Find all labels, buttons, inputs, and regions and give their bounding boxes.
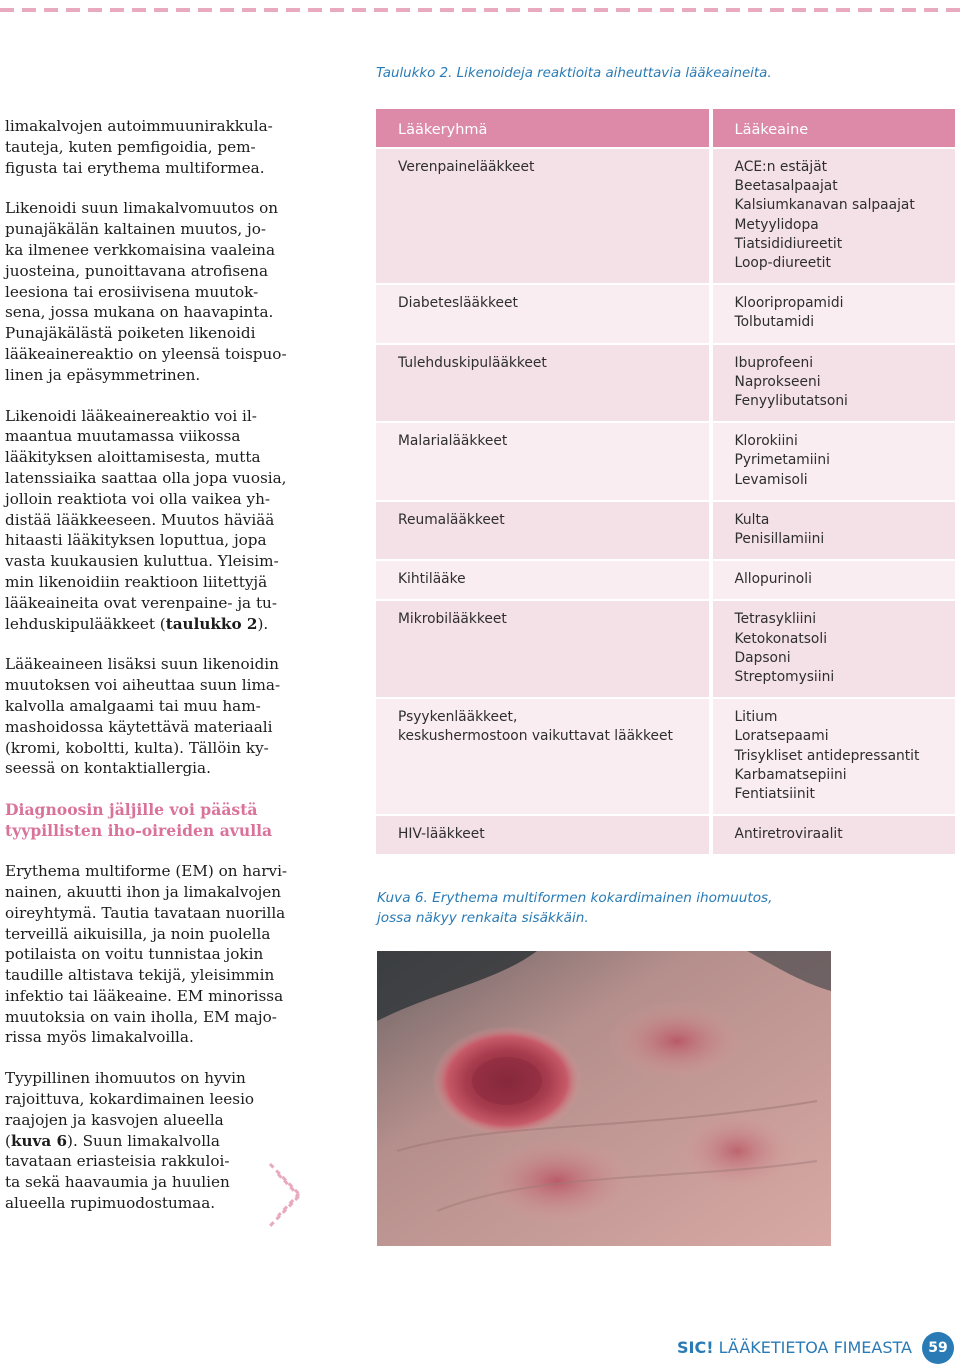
- text-line: (kromi, koboltti, kulta). Tällöin ky-: [5, 738, 269, 757]
- page-number: 59: [922, 1332, 954, 1364]
- drug-substance-text: Fenyylibutatsoni: [734, 393, 848, 410]
- continue-chevron-icon: [266, 1160, 306, 1230]
- text-line: Tyypillinen ihomuutos on hyvin: [5, 1069, 246, 1088]
- drug-group-text: Kihtilääke: [398, 571, 466, 588]
- subheading-line: tyypillisten iho-oireiden avulla: [5, 821, 273, 841]
- paragraph-5: [5, 861, 295, 1048]
- drug-substance-text: Dapsoni: [734, 649, 791, 666]
- drug-substance-text: Streptomysiini: [734, 669, 835, 686]
- table-header-row: [376, 109, 955, 147]
- text-line: seessä on kontaktiallergia.: [5, 759, 211, 778]
- drug-substance-text: ACE:n estäjät: [734, 159, 828, 175]
- drug-group-text: HIV-lääkkeet: [398, 826, 485, 843]
- drug-group-text: Diabeteslääkkeet: [398, 295, 518, 312]
- drug-substance-text: Loratsepaami: [734, 728, 829, 745]
- text-line: [5, 1131, 295, 1152]
- drug-substance-cell: [709, 283, 956, 342]
- drug-substance-text: Fentiatsiinit: [734, 786, 815, 803]
- text-line: mashoidossa käytettävä materiaali: [5, 717, 273, 736]
- table-reference-link[interactable]: taulukko 2: [165, 614, 258, 633]
- figure-caption: [377, 889, 817, 928]
- text-line: rissa myös limakalvoilla.: [5, 1028, 194, 1047]
- text-line: jolloin reaktiota voi olla vaikea yh-: [5, 489, 270, 508]
- text-line: figusta tai erythema multiformea.: [5, 158, 265, 177]
- drug-substance-text: Litium: [734, 709, 778, 726]
- text-line: nainen, akuutti ihon ja limakalvojen: [5, 882, 282, 901]
- text-line: linen ja epäsymmetrinen.: [5, 365, 201, 384]
- figure-reference-link[interactable]: kuva 6: [10, 1131, 68, 1150]
- text-line: hitaasti lääkityksen loputtua, jopa: [5, 531, 267, 550]
- drug-substance-text: Levamisoli: [734, 471, 808, 488]
- paragraph-2: [5, 198, 295, 385]
- drug-substance-text: Kalsiumkanavan salpaajat: [734, 197, 915, 214]
- text-line: limakalvojen autoimmuunirakkula-: [5, 117, 273, 135]
- drug-group-text: Malarialääkkeet: [398, 433, 508, 450]
- text-line: ta sekä haavaumia ja huulien: [5, 1173, 230, 1192]
- text-line: latenssiaika saattaa olla jopa vuosia,: [5, 468, 287, 487]
- table-row: [376, 500, 955, 559]
- table-row: [376, 559, 955, 599]
- drug-group-cell: [376, 500, 709, 559]
- paragraph-3: [5, 406, 295, 635]
- text-line: potilaista on voitu tunnistaa jokin: [5, 945, 264, 964]
- text-line: Punajäkälästä poiketen likenoidi: [5, 324, 256, 343]
- text-run: lehduskipulääkkeet (: [5, 614, 166, 633]
- header-drug-substance: Lääkeaine: [709, 109, 956, 147]
- drug-substance-cell: [709, 500, 956, 559]
- subheading-line: Diagnoosin jäljille voi päästä: [5, 800, 258, 820]
- drug-substance-text: Metyylidopa: [734, 216, 819, 233]
- text-line: tavataan eriasteisia rakkuloi-: [5, 1152, 230, 1171]
- drug-group-cell: [376, 147, 709, 283]
- page-footer: [677, 1338, 912, 1357]
- text-run: ). Suun limakalvolla: [67, 1131, 220, 1150]
- text-line: lääkityksen aloittamisesta, mutta: [5, 448, 261, 467]
- text-line: lääkeaineita ovat verenpaine- ja tu-: [5, 593, 277, 612]
- drug-group-cell: [376, 283, 709, 342]
- drug-group-cell: [376, 697, 709, 814]
- drug-group-text: Mikrobilääkkeet: [398, 611, 507, 628]
- caption-line: jossa näkyy renkaita sisäkkäin.: [377, 909, 589, 926]
- text-line: alueella rupimuodostumaa.: [5, 1194, 216, 1213]
- text-line: muutoksen voi aiheuttaa suun lima-: [5, 676, 281, 695]
- drug-substance-cell: [709, 559, 956, 599]
- drug-substance-text: Klorokiini: [734, 433, 798, 450]
- text-line: vasta kuukausien kuluttua. Yleisim-: [5, 552, 279, 571]
- drug-substance-cell: [709, 697, 956, 814]
- text-line: muutoksia on vain iholla, EM majo-: [5, 1007, 277, 1026]
- text-line: juosteina, punoittavana atrofisena: [5, 261, 269, 280]
- text-line: Lääkeaineen lisäksi suun likenoidin: [5, 655, 279, 674]
- drug-group-cell: [376, 421, 709, 500]
- drug-group-cell: [376, 814, 709, 854]
- drug-substance-text: Klooripropamidi: [734, 295, 844, 312]
- erythema-multiforme-photo: [377, 951, 831, 1246]
- text-run: ).: [257, 614, 269, 633]
- drug-substance-cell: [709, 343, 956, 422]
- drug-substance-cell: [709, 147, 956, 283]
- table-row: [376, 421, 955, 500]
- drug-substance-text: Ibuprofeeni: [734, 354, 814, 371]
- drug-substance-text: Naprokseeni: [734, 373, 821, 390]
- paragraph-6: [5, 1068, 295, 1214]
- text-line: ka ilmenee verkkomaisina vaaleina: [5, 240, 276, 259]
- text-line: min likenoidiin reaktioon liitettyjä: [5, 572, 268, 591]
- text-line: infektio tai lääkeaine. EM minorissa: [5, 986, 284, 1005]
- drug-substance-text: Pyrimetamiini: [734, 452, 830, 469]
- drug-substance-text: Ketokonatsoli: [734, 630, 828, 647]
- text-line: tauteja, kuten pemfigoidia, pem-: [5, 137, 256, 156]
- text-line: distää lääkkeeseen. Muutos häviää: [5, 510, 275, 529]
- drug-substance-text: Tetrasykliini: [734, 611, 817, 628]
- drug-group-cell: [376, 559, 709, 599]
- drug-substance-text: Loop-diureetit: [734, 255, 831, 272]
- drug-group-text: Tulehduskipulääkkeet: [398, 354, 547, 371]
- drug-group-text: keskushermostoon vaikuttavat lääkkeet: [398, 728, 673, 745]
- text-line: [5, 614, 295, 635]
- drug-substance-text: Trisykliset antidepressantit: [734, 747, 920, 764]
- caption-line: Kuva 6. Erythema multiformen kokardimainen ihomuutos,: [377, 890, 773, 906]
- table-row: [376, 599, 955, 697]
- text-line: leesiona tai erosiivisena muutok-: [5, 282, 259, 301]
- table-row: [376, 814, 955, 854]
- drug-group-cell: [376, 599, 709, 697]
- text-line: maantua muutamassa viikossa: [5, 427, 241, 446]
- table-row: [376, 147, 955, 283]
- text-line: Erythema multiforme (EM) on harvi-: [5, 862, 288, 881]
- drug-table: [376, 109, 955, 854]
- drug-group-text: Psyykenlääkkeet,: [398, 709, 518, 726]
- table-row: [376, 343, 955, 422]
- drug-substance-text: Kulta: [734, 511, 770, 528]
- footer-section: LÄÄKETIETOA FIMEASTA: [718, 1338, 912, 1357]
- drug-group-text: Verenpainelääkkeet: [398, 159, 535, 175]
- drug-substance-text: Penisillamiini: [734, 531, 825, 548]
- drug-substance-cell: [709, 421, 956, 500]
- text-line: taudille altistava tekijä, yleisimmin: [5, 966, 275, 985]
- table-caption: Taulukko 2. Likenoideja reaktioita aiheuttavia lääkeaineita.: [376, 66, 772, 81]
- drug-substance-text: Allopurinoli: [734, 571, 812, 588]
- drug-substance-text: Antiretroviraalit: [734, 826, 843, 843]
- text-line: punajäkälän kaltainen muutos, jo-: [5, 220, 267, 239]
- body-text-column: [5, 116, 295, 1234]
- paragraph-1: [5, 116, 295, 178]
- text-line: lääkeainereaktio on yleensä toispuo-: [5, 344, 287, 363]
- footer-brand: SIC!: [677, 1338, 714, 1357]
- section-subheading: [5, 799, 295, 841]
- drug-substance-cell: [709, 599, 956, 697]
- text-line: Likenoidi suun limakalvomuutos on: [5, 199, 279, 218]
- paragraph-4: [5, 654, 295, 779]
- text-line: terveillä aikuisilla, ja noin puolella: [5, 924, 271, 943]
- drug-group-text: Reumalääkkeet: [398, 511, 505, 528]
- drug-substance-text: Tiatsididiureetit: [734, 235, 843, 252]
- top-dashed-rule: [0, 0, 960, 20]
- text-line: Likenoidi lääkeainereaktio voi il-: [5, 406, 257, 425]
- table-row: [376, 283, 955, 342]
- text-line: sena, jossa mukana on haavapinta.: [5, 303, 274, 322]
- text-line: oireyhtymä. Tautia tavataan nuorilla: [5, 903, 286, 922]
- text-run: (: [5, 1131, 11, 1150]
- table-row: [376, 697, 955, 814]
- header-drug-group: Lääkeryhmä: [376, 109, 709, 147]
- drug-group-cell: [376, 343, 709, 422]
- drug-substance-text: Karbamatsepiini: [734, 766, 847, 783]
- text-line: rajoittuva, kokardimainen leesio: [5, 1090, 255, 1109]
- drug-substance-cell: [709, 814, 956, 854]
- text-line: raajojen ja kasvojen alueella: [5, 1110, 224, 1129]
- drug-substance-text: Beetasalpaajat: [734, 178, 838, 195]
- drug-substance-text: Tolbutamidi: [734, 314, 815, 331]
- text-line: kalvolla amalgaami tai muu ham-: [5, 696, 261, 715]
